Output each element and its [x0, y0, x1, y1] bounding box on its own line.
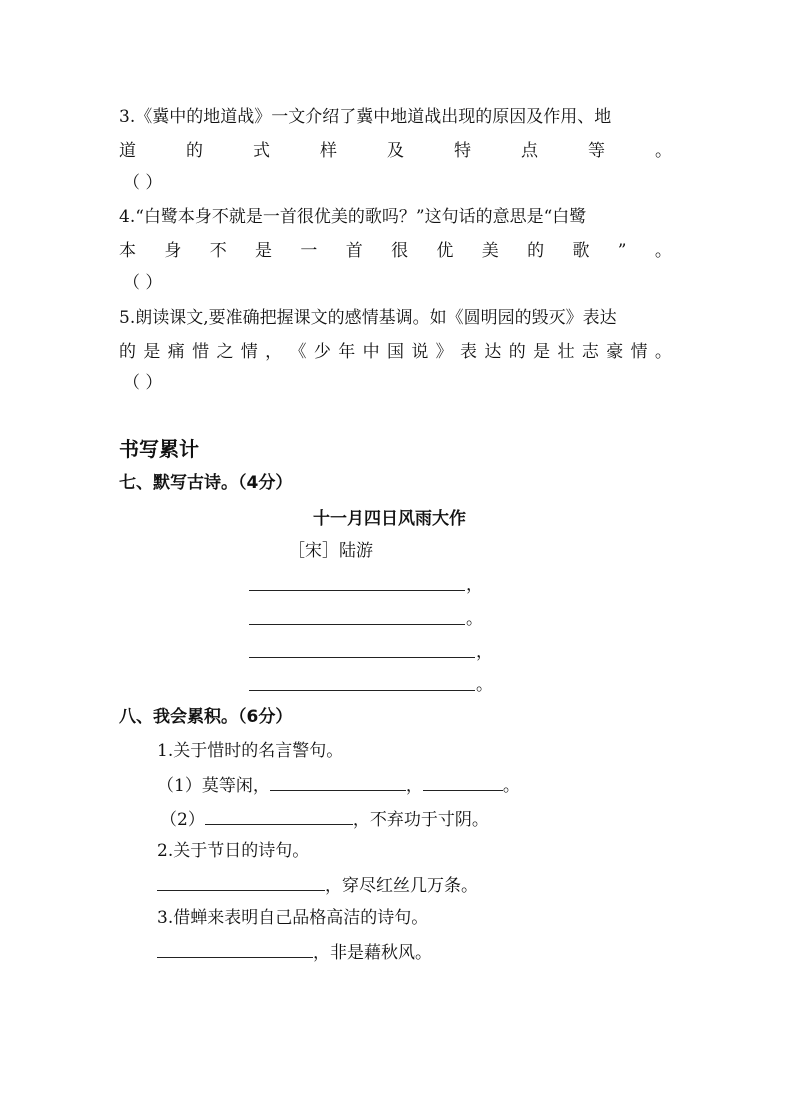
justified-char: 国	[386, 342, 404, 362]
q8-item-1-2-suffix: ，不弃功于寸阴。	[352, 810, 489, 830]
justified-char: 的	[119, 342, 136, 362]
justified-char: 是	[533, 342, 551, 362]
justified-char: 《	[289, 342, 307, 362]
poem-line-1-blank[interactable]	[249, 590, 465, 591]
question-3-line1: 3.《冀中的地道战》一文介绍了冀中地道战出现的原因及作用、地	[119, 107, 612, 127]
justified-char: 很	[391, 241, 409, 261]
justified-char: 痛	[167, 342, 185, 362]
q8-item-1-1-blank-b[interactable]	[423, 773, 503, 791]
q8-item-3-answer	[157, 940, 432, 964]
justified-char: 》	[435, 342, 453, 362]
justified-char: 之	[216, 342, 234, 362]
justified-char: ”	[617, 241, 627, 261]
q8-item-2-blank[interactable]	[157, 873, 325, 891]
justified-char: 式	[253, 141, 270, 161]
justified-char: 一	[300, 241, 318, 261]
justified-char: ，	[265, 342, 283, 362]
q8-item-2: 2.关于节日的诗句。	[157, 841, 310, 861]
justified-char: 情	[240, 342, 258, 362]
q8-item-2-answer	[157, 873, 478, 897]
justified-char: 歌	[572, 241, 590, 261]
justified-char: 身	[164, 241, 182, 261]
justified-char: 惜	[192, 342, 210, 362]
q8-item-2-suffix: ，穿尽红丝几万条。	[325, 876, 478, 896]
justified-char: 点	[521, 141, 538, 161]
question-4-line2	[119, 240, 672, 262]
justified-char: 是	[255, 241, 273, 261]
poem-line-4-punct: 。	[476, 675, 493, 695]
justified-char: 年	[338, 342, 356, 362]
justified-char: 。	[654, 241, 672, 261]
justified-char: 美	[481, 241, 499, 261]
poem-line-3-punct: ，	[476, 642, 493, 662]
justified-char: 等	[588, 141, 605, 161]
q8-item-3: 3.借蝉来表明自己品格高洁的诗句。	[157, 908, 429, 928]
justified-char: 及	[387, 141, 404, 161]
section-heading: 书写累计	[119, 437, 199, 461]
q8-item-1-2-blank[interactable]	[205, 807, 353, 825]
question-5-line1: 5.朗读课文,要准确把握课文的感情基调。如《圆明园的毁灭》表达	[119, 308, 617, 328]
q8-item-1-1-end: 。	[502, 776, 520, 796]
justified-char: 道	[119, 141, 136, 161]
q8-item-1: 1.关于惜时的名言警句。	[157, 741, 344, 761]
justified-char: 的	[508, 342, 526, 362]
q8-item-1-1-mid: ，	[405, 776, 423, 796]
justified-char: 的	[527, 241, 545, 261]
question-7-title: 七、默写古诗。（4分）	[119, 473, 293, 493]
justified-char: 首	[345, 241, 363, 261]
justified-char: 优	[436, 241, 454, 261]
justified-char: 情	[630, 342, 648, 362]
q8-item-1-1-blank-a[interactable]	[270, 773, 406, 791]
justified-char: 豪	[606, 342, 624, 362]
question-5-line2	[119, 341, 672, 363]
poem-line-3-blank[interactable]	[249, 657, 475, 658]
question-3-line2	[119, 140, 672, 162]
poem-line-2-blank[interactable]	[249, 624, 465, 625]
poem-line-2-punct: 。	[466, 609, 483, 629]
poem-author: ［宋］陆游	[288, 541, 373, 561]
justified-char: 说	[411, 342, 429, 362]
justified-char: 。	[655, 141, 672, 161]
justified-char: 是	[143, 342, 161, 362]
question-4-line1: 4.“白鹭本身不就是一首很优美的歌吗？”这句话的意思是“白鹭	[119, 207, 587, 227]
q8-item-1-2-prefix: （2）	[160, 810, 205, 830]
justified-char: 少	[313, 342, 331, 362]
q8-item-3-blank[interactable]	[157, 940, 313, 958]
answer-paren-4[interactable]: （ ）	[123, 273, 163, 293]
justified-char: 特	[454, 141, 471, 161]
q8-item-1-2	[160, 807, 489, 831]
q8-item-3-suffix: ，非是藉秋风。	[313, 943, 432, 963]
justified-char: 中	[362, 342, 380, 362]
justified-char: 样	[320, 141, 337, 161]
q8-item-1-1-prefix: （1）莫等闲，	[157, 776, 270, 796]
justified-char: 壮	[557, 342, 575, 362]
poem-line-1-punct: ，	[466, 575, 483, 595]
justified-char: 的	[186, 141, 203, 161]
justified-char: 不	[209, 241, 227, 261]
poem-title: 十一月四日风雨大作	[313, 509, 466, 529]
poem-line-4-blank[interactable]	[249, 690, 475, 691]
justified-char: 表	[460, 342, 478, 362]
answer-paren-5[interactable]: （ ）	[123, 373, 163, 393]
justified-char: 达	[484, 342, 502, 362]
question-8-title: 八、我会累积。（6分）	[119, 707, 293, 727]
justified-char: 。	[654, 342, 672, 362]
justified-char: 志	[581, 342, 599, 362]
justified-char: 本	[119, 241, 136, 261]
q8-item-1-1	[157, 773, 520, 797]
answer-paren-3[interactable]: （ ）	[123, 173, 163, 193]
